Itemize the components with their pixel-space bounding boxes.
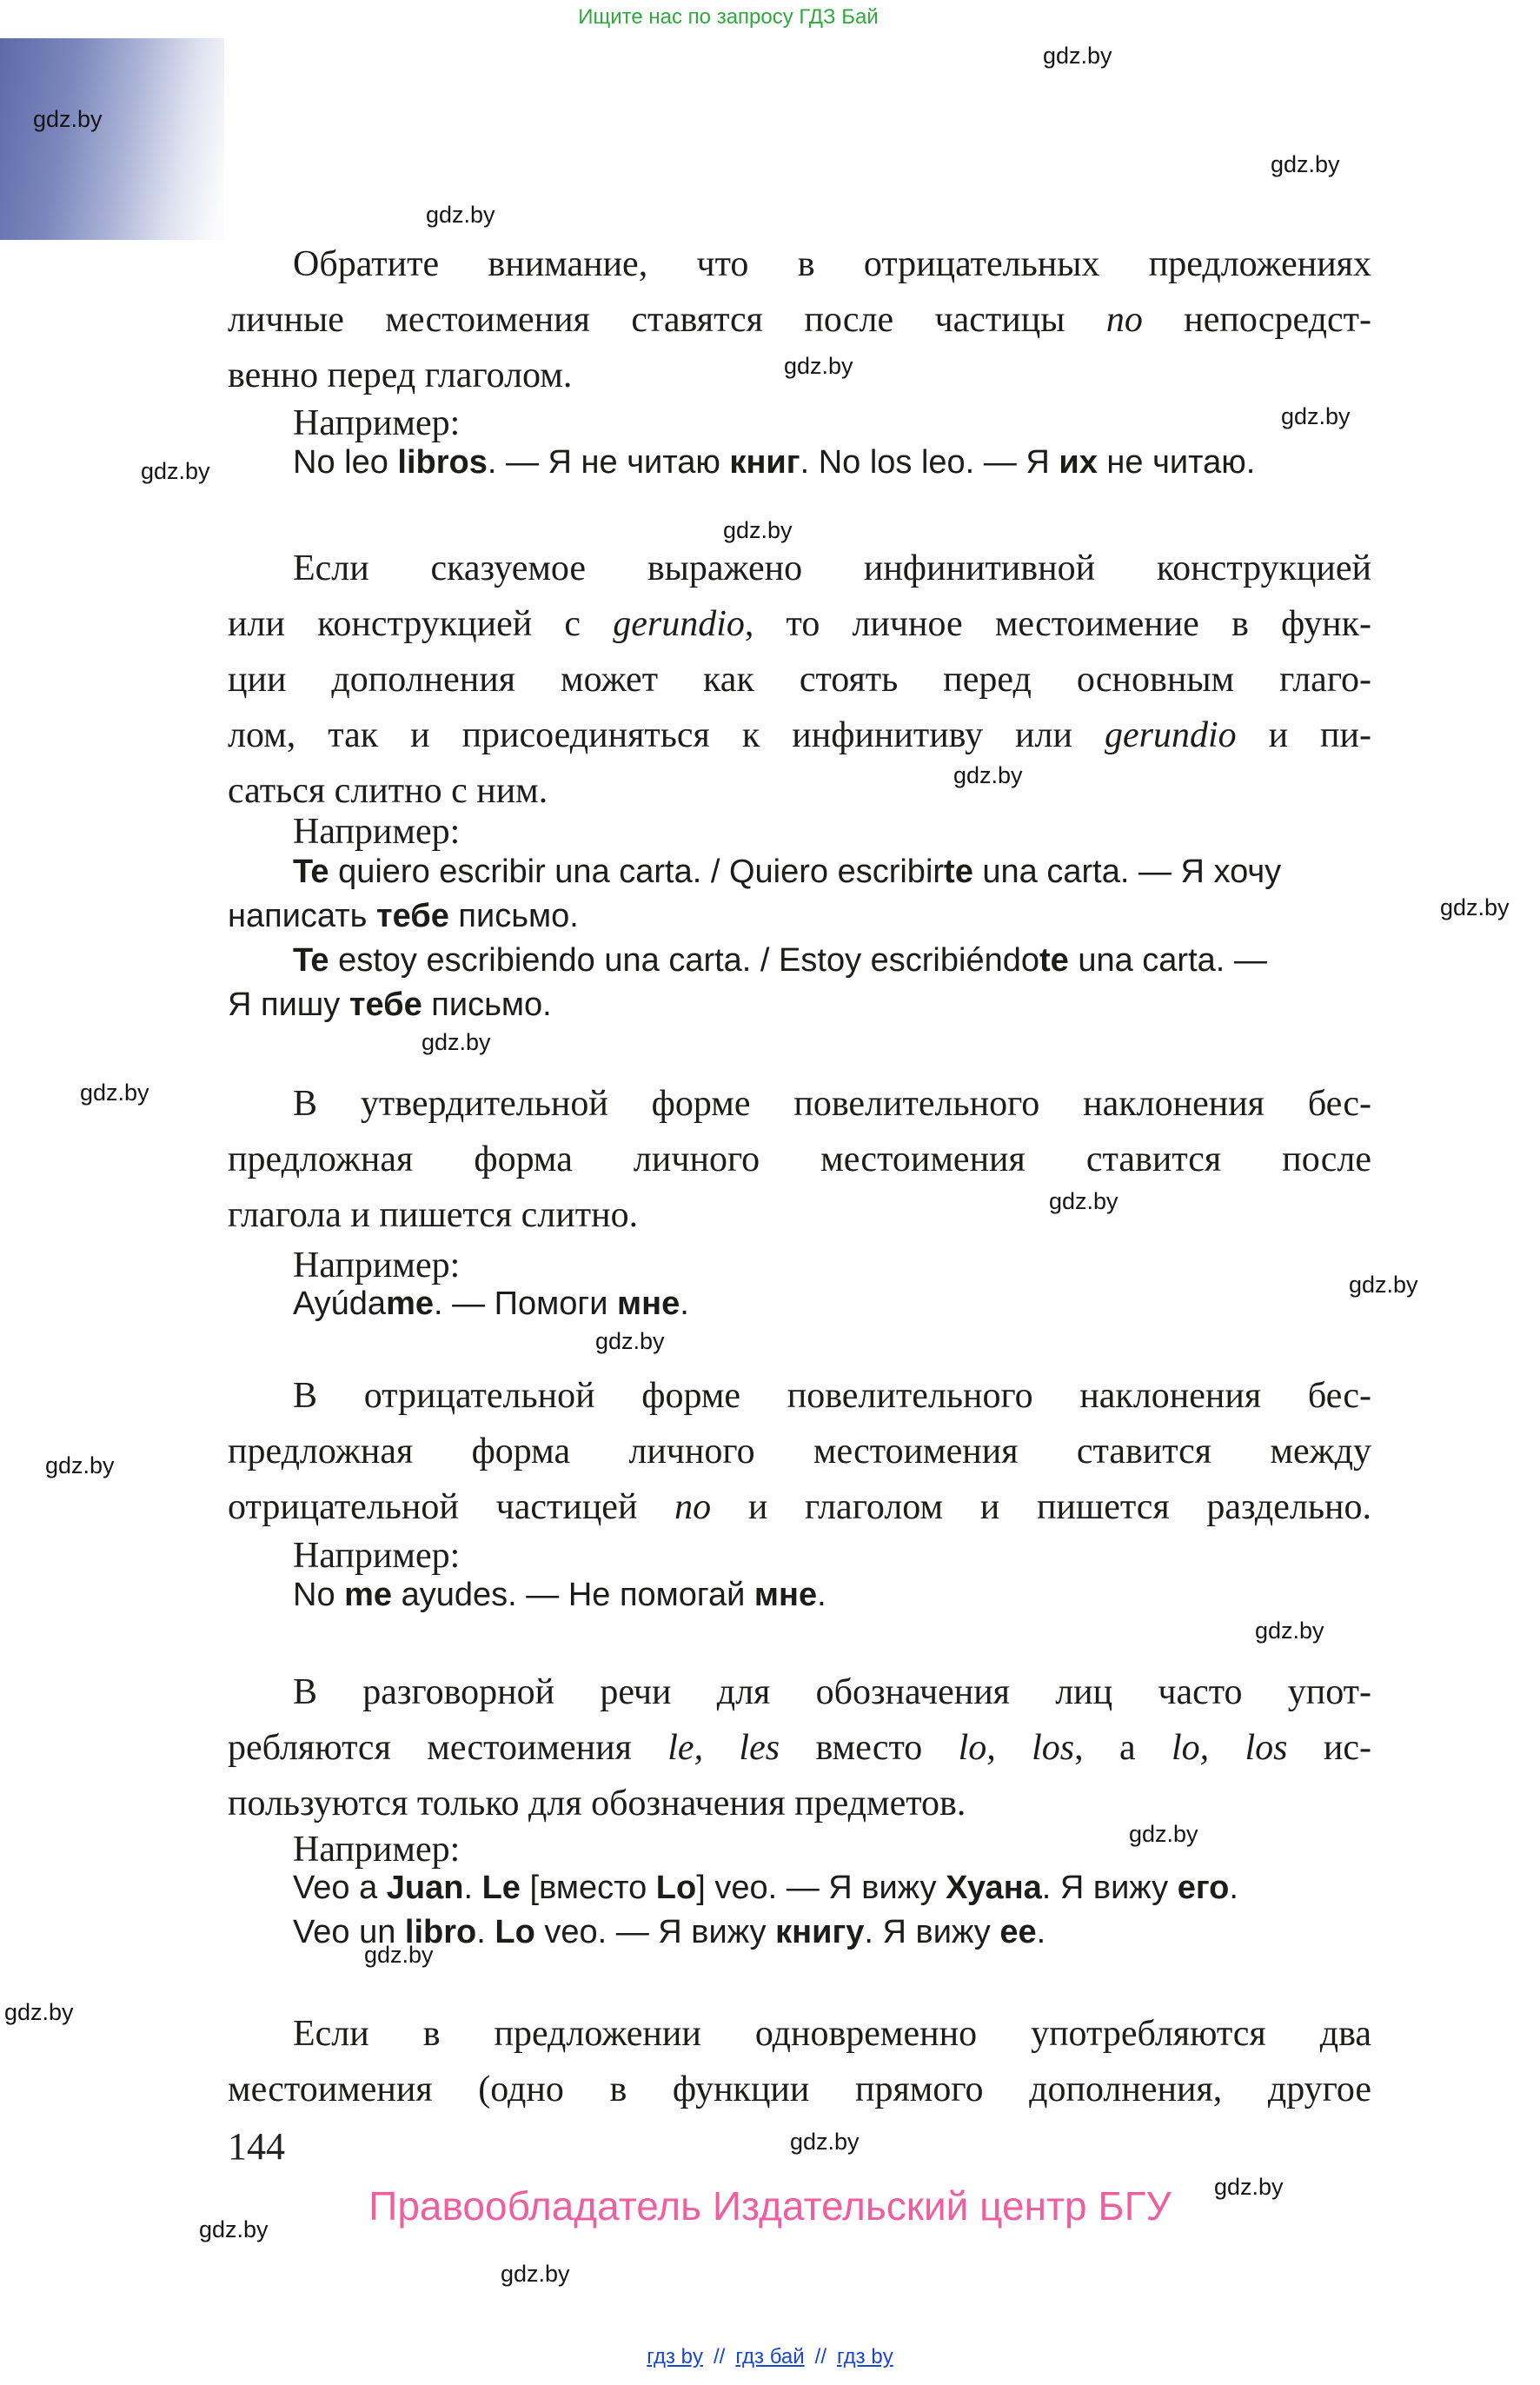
text-run: .: [463, 1870, 482, 1906]
watermark-text: gdz.by: [1049, 1188, 1118, 1214]
text-run: местоимения (одно в функции прямого дополнения, другое: [228, 2069, 1371, 2109]
watermark-text: gdz.by: [1349, 1272, 1418, 1298]
watermark-text: gdz.by: [33, 106, 103, 132]
copyright-notice: Правообладатель Издательский центр БГУ: [368, 2183, 1172, 2229]
text-run: вместо: [780, 1728, 959, 1768]
text-run: письмо.: [422, 987, 552, 1023]
text-line: [228, 441, 1371, 485]
watermark-text: gdz.by: [4, 1999, 74, 2025]
text-run: no: [1105, 300, 1143, 340]
text-run: Если сказуемое выражено инфинитивной конструкцией: [293, 548, 1371, 588]
text-run: Я пишу: [228, 987, 349, 1023]
page-number: 144: [228, 2125, 285, 2168]
text-run: Veo un: [293, 1914, 405, 1950]
text-line: [228, 1866, 1371, 1910]
text-line: [228, 292, 1371, 348]
text-run: lo, los: [958, 1728, 1075, 1768]
text-run: пользуются только для обозначения предметов.: [228, 1784, 966, 1824]
text-line: [228, 2006, 1371, 2062]
watermark-text: gdz.by: [1440, 894, 1510, 920]
text-run: No leo: [293, 444, 398, 481]
text-run: саться слитно с ним.: [228, 771, 548, 811]
text-run: libro: [404, 1914, 477, 1950]
text-run: Te: [293, 942, 329, 979]
text-run: тебе: [348, 987, 422, 1023]
text-run: le, les: [667, 1728, 780, 1768]
text-run: [вместо: [520, 1870, 656, 1906]
text-run: me: [386, 1286, 434, 1322]
text-line: [228, 708, 1371, 763]
text-run: венно перед глаголом.: [228, 355, 573, 395]
promo-banner: Ищите нас по запросу ГДЗ Бай: [578, 5, 879, 29]
footer-link[interactable]: гдз бай: [735, 2345, 805, 2368]
text-run: Если в предложении одновременно употребляются два: [293, 2014, 1371, 2054]
text-run: Например:: [293, 812, 461, 852]
text-run: книгу: [775, 1914, 865, 1950]
text-run: una carta. —: [1068, 942, 1267, 979]
paragraph-colloquial-le-les: [228, 1664, 1371, 1831]
text-run: ребляются местоимения: [228, 1728, 668, 1768]
text-run: una carta. — Я хочу: [972, 854, 1282, 890]
example-te-quiero-escribir: [228, 850, 1371, 1027]
text-run: , то личное местоимение в функ-: [744, 604, 1371, 644]
bottom-links: [0, 2345, 1540, 2370]
text-run: Хуана: [946, 1870, 1042, 1906]
text-run: .: [680, 1286, 689, 1322]
text-run: мне: [617, 1286, 680, 1322]
text-line: [228, 939, 1371, 983]
text-run: книг: [729, 444, 800, 481]
text-line: [228, 1664, 1371, 1720]
text-run: В разговорной речи для обозначения лиц часто упот-: [293, 1672, 1371, 1712]
watermark-text: gdz.by: [426, 202, 495, 228]
paragraph-infinitive-gerundio: [228, 541, 1371, 819]
watermark-text: gdz.by: [141, 458, 210, 484]
text-run: не читаю.: [1097, 444, 1256, 481]
text-run: te: [944, 854, 973, 890]
watermark-text: gdz.by: [723, 517, 793, 543]
text-run: , а: [1074, 1728, 1172, 1768]
example-ayudame: [228, 1282, 1371, 1326]
text-run: отрицательной частицей: [228, 1487, 675, 1527]
text-run: глагола и пишется слитно.: [228, 1195, 639, 1235]
text-run: ayudes. — Не помогай: [392, 1577, 754, 1613]
watermark-text: gdz.by: [595, 1328, 665, 1354]
text-run: no: [674, 1487, 712, 1527]
watermark-text: gdz.by: [199, 2216, 269, 2242]
text-run: В отрицательной форме повелительного наклонения бес-: [293, 1376, 1371, 1416]
text-run: .: [476, 1914, 495, 1950]
text-run: мне: [753, 1577, 818, 1613]
text-line: [228, 596, 1371, 652]
watermark-text: gdz.by: [1255, 1618, 1324, 1644]
watermark-text: gdz.by: [364, 1942, 434, 1968]
text-run: libros: [397, 444, 488, 481]
text-line: [228, 2062, 1371, 2117]
text-line: [228, 236, 1371, 292]
paragraph-negative-imperative: [228, 1368, 1371, 1535]
text-run: Lo: [655, 1870, 697, 1906]
text-line: [228, 1910, 1371, 1955]
text-line: [228, 983, 1371, 1027]
footer-link[interactable]: гдз by: [837, 2345, 893, 2368]
text-run: veo. — Я вижу: [534, 1914, 776, 1950]
text-line: [228, 1282, 1371, 1326]
footer-link[interactable]: гдз by: [647, 2345, 703, 2368]
text-run: Ayúda: [293, 1286, 387, 1322]
paragraph-negative-sentences: [228, 236, 1371, 403]
text-run: Te: [293, 854, 329, 890]
watermark-text: gdz.by: [1271, 151, 1340, 177]
text-run: .: [817, 1577, 826, 1613]
text-run: lo, los: [1172, 1728, 1288, 1768]
watermark-text: gdz.by: [1281, 403, 1351, 429]
text-run: ис-: [1287, 1728, 1371, 1768]
text-run: лом, так и присоединяться к инфинитиву или: [228, 715, 1105, 755]
footer-link-separator: //: [814, 2345, 826, 2368]
text-line: [228, 1573, 1371, 1618]
text-line: [228, 1479, 1371, 1535]
text-run: ее: [999, 1914, 1037, 1950]
paragraph-affirmative-imperative: [228, 1076, 1371, 1243]
text-run: ] veo. — Я вижу: [696, 1870, 946, 1906]
text-run: Например:: [293, 1830, 461, 1870]
text-run: Le: [481, 1870, 521, 1906]
text-run: Juan: [386, 1870, 464, 1906]
text-line: [228, 1187, 1371, 1243]
text-run: . Я вижу: [864, 1914, 1000, 1950]
watermark-text: gdz.by: [45, 1452, 115, 1478]
text-run: ции дополнения может как стоять перед основным глаго-: [228, 660, 1371, 700]
text-run: me: [344, 1577, 393, 1613]
watermark-text: gdz.by: [501, 2261, 570, 2287]
text-run: Например:: [293, 403, 461, 443]
text-run: написать: [228, 898, 376, 934]
watermark-text: gdz.by: [953, 762, 1023, 788]
text-run: Lo: [495, 1914, 535, 1950]
text-run: В утвердительной форме повелительного наклонения бес-: [293, 1084, 1371, 1124]
text-run: письмо.: [448, 898, 579, 934]
text-run: estoy escribiendo una carta. / Estoy escribiéndo: [329, 942, 1039, 979]
text-run: .: [1229, 1870, 1238, 1906]
text-line: [228, 1368, 1371, 1424]
text-run: No: [293, 1577, 345, 1613]
text-line: [228, 1076, 1371, 1132]
text-run: или конструкцией с: [228, 604, 614, 644]
text-run: Например:: [293, 1536, 461, 1576]
example-veo-a-juan: [228, 1866, 1371, 1955]
text-run: te: [1039, 942, 1069, 979]
text-run: Veo a: [293, 1870, 387, 1906]
text-run: . No los leo. — Я: [800, 444, 1059, 481]
text-line: [228, 1424, 1371, 1479]
paragraph-two-pronouns: [228, 2006, 1371, 2117]
footer-link-separator: //: [714, 2345, 726, 2368]
text-run: Обратите внимание, что в отрицательных предложениях: [293, 244, 1371, 284]
text-run: gerundio: [1104, 715, 1237, 755]
page-text: [228, 0, 1371, 2385]
text-run: личные местоимения ставятся после частицы: [228, 300, 1106, 340]
example-no-leo-libros: [228, 441, 1371, 485]
text-run: .: [1036, 1914, 1046, 1950]
text-run: и пи-: [1236, 715, 1371, 755]
text-run: предложная форма личного местоимения ставится между: [228, 1432, 1371, 1472]
text-run: тебе: [375, 898, 449, 934]
example-no-me-ayudes: [228, 1573, 1371, 1618]
text-run: Например:: [293, 1246, 461, 1286]
text-line: [228, 894, 1371, 939]
text-run: и глаголом и пишется раздельно.: [711, 1487, 1371, 1527]
watermark-text: gdz.by: [80, 1080, 149, 1106]
text-run: . — Помоги: [433, 1286, 618, 1322]
watermark-text: gdz.by: [790, 2129, 860, 2155]
text-run: предложная форма личного местоимения ставится после: [228, 1139, 1371, 1179]
text-run: quiero escribir una carta. / Quiero escribir: [329, 854, 945, 890]
text-run: непосредст-: [1142, 300, 1372, 340]
text-line: [228, 541, 1371, 596]
text-run: . Я вижу: [1041, 1870, 1178, 1906]
text-run: его: [1177, 1870, 1230, 1906]
text-run: их: [1059, 444, 1098, 481]
watermark-text: gdz.by: [422, 1029, 491, 1055]
text-run: gerundio: [613, 604, 745, 644]
watermark-text: gdz.by: [784, 353, 853, 379]
text-line: [228, 850, 1371, 894]
watermark-text: gdz.by: [1129, 1821, 1198, 1847]
watermark-text: gdz.by: [1214, 2174, 1284, 2200]
text-run: . — Я не читаю: [487, 444, 730, 481]
watermark-text: gdz.by: [1043, 43, 1112, 69]
text-line: [228, 652, 1371, 708]
text-line: [228, 1720, 1371, 1776]
text-line: [228, 1132, 1371, 1187]
